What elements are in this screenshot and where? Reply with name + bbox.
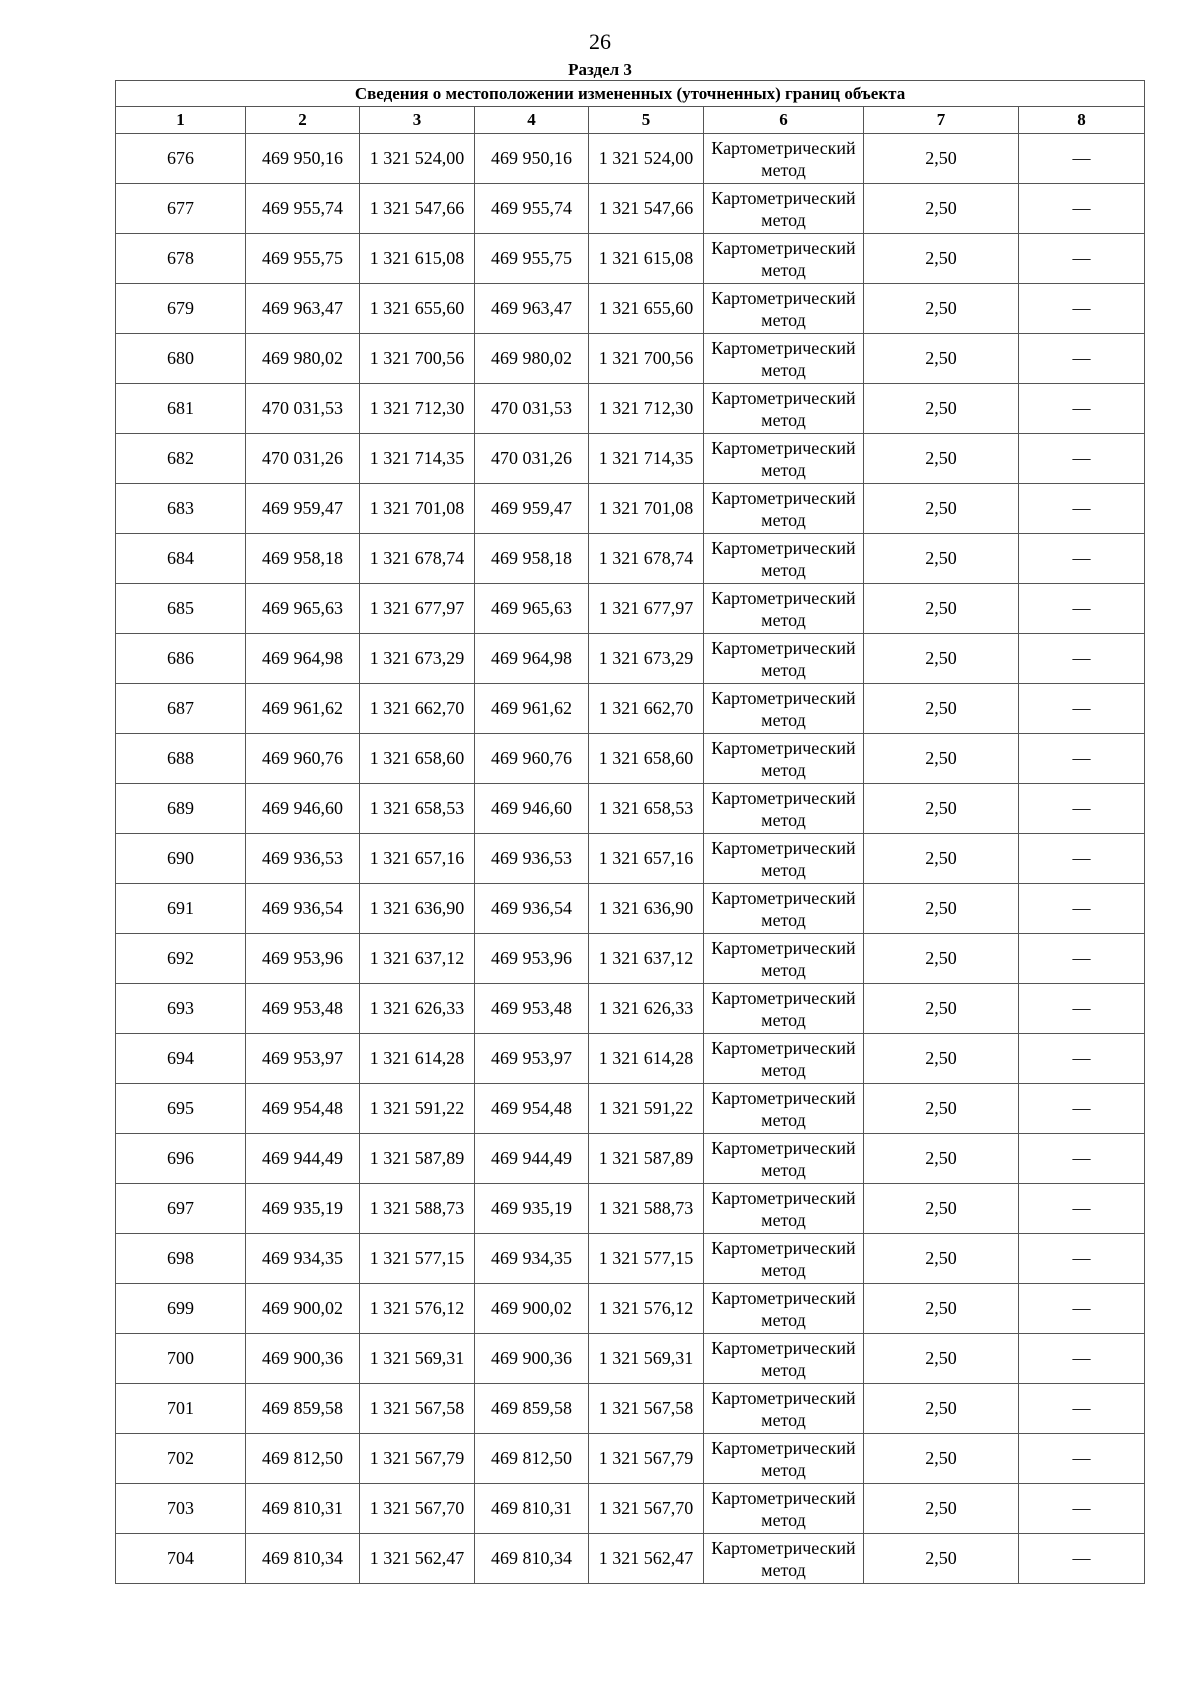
- table-cell-col-6: Картометрический метод: [704, 984, 864, 1034]
- table-cell-col-8: —: [1019, 484, 1145, 534]
- table-row: [116, 684, 1145, 734]
- table-cell-col-3: 1 321 524,00: [360, 134, 475, 184]
- table-cell-col-8: —: [1019, 1434, 1145, 1484]
- table-cell-col-3: 1 321 662,70: [360, 684, 475, 734]
- table-row: [116, 834, 1145, 884]
- table-cell-col-6: Картометрический метод: [704, 1034, 864, 1084]
- table-cell-col-3: 1 321 615,08: [360, 234, 475, 284]
- table-cell-col-2: 469 946,60: [246, 784, 360, 834]
- table-cell-col-5: 1 321 587,89: [589, 1134, 704, 1184]
- table-cell-col-4: 469 959,47: [475, 484, 589, 534]
- table-row: [116, 434, 1145, 484]
- table-cell-col-4: 469 900,36: [475, 1334, 589, 1384]
- table-row: [116, 1384, 1145, 1434]
- table-cell-col-5: 1 321 547,66: [589, 184, 704, 234]
- table-cell-col-8: —: [1019, 1284, 1145, 1334]
- table-cell-col-4: 469 936,53: [475, 834, 589, 884]
- table-row: [116, 1334, 1145, 1384]
- table-row: [116, 634, 1145, 684]
- table-cell-col-1: 695: [116, 1084, 246, 1134]
- table-cell-col-8: —: [1019, 1334, 1145, 1384]
- table-cell-col-4: 469 960,76: [475, 734, 589, 784]
- page-number: 26: [589, 29, 611, 54]
- table-cell-col-4: 470 031,26: [475, 434, 589, 484]
- table-cell-col-3: 1 321 576,12: [360, 1284, 475, 1334]
- table-cell-col-6: Картометрический метод: [704, 884, 864, 934]
- table-cell-col-7: 2,50: [864, 584, 1019, 634]
- table-cell-col-6: Картометрический метод: [704, 734, 864, 784]
- table-cell-col-8: —: [1019, 784, 1145, 834]
- column-number-4: 4: [475, 107, 589, 134]
- table-cell-col-3: 1 321 637,12: [360, 934, 475, 984]
- table-cell-col-5: 1 321 562,47: [589, 1534, 704, 1584]
- table-cell-col-6: Картометрический метод: [704, 834, 864, 884]
- table-cell-col-4: 469 946,60: [475, 784, 589, 834]
- table-cell-col-7: 2,50: [864, 984, 1019, 1034]
- table-cell-col-2: 469 953,48: [246, 984, 360, 1034]
- table-cell-col-2: 469 900,02: [246, 1284, 360, 1334]
- table-cell-col-7: 2,50: [864, 484, 1019, 534]
- table-cell-col-7: 2,50: [864, 1434, 1019, 1484]
- table-cell-col-2: 469 950,16: [246, 134, 360, 184]
- table-row: [116, 1534, 1145, 1584]
- table-cell-col-2: 470 031,53: [246, 384, 360, 434]
- table-cell-col-1: 690: [116, 834, 246, 884]
- table-cell-col-5: 1 321 569,31: [589, 1334, 704, 1384]
- table-cell-col-5: 1 321 662,70: [589, 684, 704, 734]
- table-row: [116, 584, 1145, 634]
- table-cell-col-5: 1 321 658,53: [589, 784, 704, 834]
- table-row: [116, 334, 1145, 384]
- table-row: [116, 1484, 1145, 1534]
- table-cell-col-1: 699: [116, 1284, 246, 1334]
- table-cell-col-3: 1 321 567,58: [360, 1384, 475, 1434]
- table-cell-col-6: Картометрический метод: [704, 684, 864, 734]
- table-cell-col-3: 1 321 658,53: [360, 784, 475, 834]
- table-cell-col-3: 1 321 567,79: [360, 1434, 475, 1484]
- table-cell-col-5: 1 321 591,22: [589, 1084, 704, 1134]
- table-cell-col-3: 1 321 673,29: [360, 634, 475, 684]
- table-cell-col-2: 469 936,53: [246, 834, 360, 884]
- table-cell-col-1: 676: [116, 134, 246, 184]
- table-cell-col-7: 2,50: [864, 334, 1019, 384]
- section-title: Раздел 3: [568, 60, 632, 79]
- table-cell-col-1: 687: [116, 684, 246, 734]
- table-cell-col-7: 2,50: [864, 284, 1019, 334]
- table-cell-col-4: 469 954,48: [475, 1084, 589, 1134]
- table-cell-col-2: 469 964,98: [246, 634, 360, 684]
- table-cell-col-2: 469 960,76: [246, 734, 360, 784]
- table-row: [116, 284, 1145, 334]
- table-cell-col-5: 1 321 673,29: [589, 634, 704, 684]
- table-cell-col-8: —: [1019, 1184, 1145, 1234]
- table-cell-col-4: 469 965,63: [475, 584, 589, 634]
- table-row: [116, 184, 1145, 234]
- table-cell-col-2: 469 961,62: [246, 684, 360, 734]
- table-cell-col-7: 2,50: [864, 884, 1019, 934]
- table-cell-col-6: Картометрический метод: [704, 1334, 864, 1384]
- table-cell-col-2: 469 959,47: [246, 484, 360, 534]
- table-cell-col-5: 1 321 658,60: [589, 734, 704, 784]
- table-cell-col-5: 1 321 655,60: [589, 284, 704, 334]
- table-cell-col-2: 469 955,74: [246, 184, 360, 234]
- table-caption: Сведения о местоположении измененных (уточненных) границ объекта: [116, 81, 1145, 107]
- table-row: [116, 1184, 1145, 1234]
- table-cell-col-4: 469 964,98: [475, 634, 589, 684]
- column-number-1: 1: [116, 107, 246, 134]
- table-cell-col-6: Картометрический метод: [704, 234, 864, 284]
- table-cell-col-3: 1 321 658,60: [360, 734, 475, 784]
- table-cell-col-8: —: [1019, 134, 1145, 184]
- table-cell-col-4: 469 980,02: [475, 334, 589, 384]
- table-cell-col-5: 1 321 626,33: [589, 984, 704, 1034]
- table-cell-col-2: 469 812,50: [246, 1434, 360, 1484]
- table-row: [116, 1234, 1145, 1284]
- table-cell-col-1: 700: [116, 1334, 246, 1384]
- table-cell-col-7: 2,50: [864, 1334, 1019, 1384]
- table-cell-col-8: —: [1019, 834, 1145, 884]
- table-cell-col-5: 1 321 637,12: [589, 934, 704, 984]
- table-cell-col-8: —: [1019, 434, 1145, 484]
- table-cell-col-7: 2,50: [864, 834, 1019, 884]
- table-row: [116, 1034, 1145, 1084]
- table-cell-col-3: 1 321 567,70: [360, 1484, 475, 1534]
- table-cell-col-1: 697: [116, 1184, 246, 1234]
- table-cell-col-1: 685: [116, 584, 246, 634]
- table-cell-col-2: 469 810,34: [246, 1534, 360, 1584]
- boundary-coordinates-table: [115, 80, 1145, 1584]
- table-cell-col-7: 2,50: [864, 1084, 1019, 1134]
- table-cell-col-7: 2,50: [864, 1134, 1019, 1184]
- table-cell-col-2: 469 954,48: [246, 1084, 360, 1134]
- table-cell-col-8: —: [1019, 934, 1145, 984]
- table-cell-col-8: —: [1019, 1484, 1145, 1534]
- table-cell-col-2: 469 963,47: [246, 284, 360, 334]
- table-cell-col-2: 469 953,97: [246, 1034, 360, 1084]
- table-cell-col-3: 1 321 657,16: [360, 834, 475, 884]
- table-cell-col-2: 469 935,19: [246, 1184, 360, 1234]
- table-cell-col-5: 1 321 614,28: [589, 1034, 704, 1084]
- table-cell-col-7: 2,50: [864, 784, 1019, 834]
- table-row: [116, 134, 1145, 184]
- table-cell-col-3: 1 321 701,08: [360, 484, 475, 534]
- table-cell-col-8: —: [1019, 1234, 1145, 1284]
- table-cell-col-8: —: [1019, 1084, 1145, 1134]
- table-cell-col-8: —: [1019, 234, 1145, 284]
- column-number-6: 6: [704, 107, 864, 134]
- table-cell-col-5: 1 321 657,16: [589, 834, 704, 884]
- table-cell-col-2: 469 953,96: [246, 934, 360, 984]
- table-cell-col-1: 688: [116, 734, 246, 784]
- table-cell-col-6: Картометрический метод: [704, 1484, 864, 1534]
- table-cell-col-3: 1 321 591,22: [360, 1084, 475, 1134]
- table-cell-col-4: 469 953,96: [475, 934, 589, 984]
- table-cell-col-6: Картометрический метод: [704, 784, 864, 834]
- table-cell-col-8: —: [1019, 634, 1145, 684]
- table-cell-col-5: 1 321 615,08: [589, 234, 704, 284]
- table-cell-col-7: 2,50: [864, 934, 1019, 984]
- table-cell-col-1: 698: [116, 1234, 246, 1284]
- table-cell-col-1: 677: [116, 184, 246, 234]
- table-cell-col-8: —: [1019, 284, 1145, 334]
- table-cell-col-1: 693: [116, 984, 246, 1034]
- table-cell-col-2: 469 859,58: [246, 1384, 360, 1434]
- table-cell-col-7: 2,50: [864, 634, 1019, 684]
- table-cell-col-6: Картометрический метод: [704, 634, 864, 684]
- table-cell-col-3: 1 321 577,15: [360, 1234, 475, 1284]
- table-cell-col-7: 2,50: [864, 384, 1019, 434]
- table-cell-col-8: —: [1019, 334, 1145, 384]
- table-cell-col-6: Картометрический метод: [704, 384, 864, 434]
- table-cell-col-8: —: [1019, 684, 1145, 734]
- table-cell-col-8: —: [1019, 884, 1145, 934]
- table-cell-col-6: Картометрический метод: [704, 1434, 864, 1484]
- table-cell-col-7: 2,50: [864, 1384, 1019, 1434]
- table-cell-col-5: 1 321 636,90: [589, 884, 704, 934]
- table-cell-col-7: 2,50: [864, 1484, 1019, 1534]
- table-cell-col-1: 704: [116, 1534, 246, 1584]
- table-cell-col-5: 1 321 577,15: [589, 1234, 704, 1284]
- table-cell-col-4: 469 958,18: [475, 534, 589, 584]
- table-cell-col-2: 469 900,36: [246, 1334, 360, 1384]
- table-cell-col-1: 701: [116, 1384, 246, 1434]
- table-cell-col-5: 1 321 524,00: [589, 134, 704, 184]
- table-cell-col-4: 470 031,53: [475, 384, 589, 434]
- table-cell-col-5: 1 321 701,08: [589, 484, 704, 534]
- table-row: [116, 1134, 1145, 1184]
- table-cell-col-7: 2,50: [864, 684, 1019, 734]
- table-cell-col-3: 1 321 587,89: [360, 1134, 475, 1184]
- table-cell-col-5: 1 321 714,35: [589, 434, 704, 484]
- table-row: [116, 1434, 1145, 1484]
- table-cell-col-1: 684: [116, 534, 246, 584]
- table-cell-col-4: 469 961,62: [475, 684, 589, 734]
- table-cell-col-2: 469 936,54: [246, 884, 360, 934]
- table-cell-col-6: Картометрический метод: [704, 584, 864, 634]
- table-cell-col-7: 2,50: [864, 184, 1019, 234]
- table-cell-col-8: —: [1019, 384, 1145, 434]
- table-cell-col-1: 683: [116, 484, 246, 534]
- table-cell-col-1: 692: [116, 934, 246, 984]
- table-cell-col-3: 1 321 700,56: [360, 334, 475, 384]
- table-cell-col-8: —: [1019, 984, 1145, 1034]
- table-cell-col-1: 679: [116, 284, 246, 334]
- table-cell-col-1: 689: [116, 784, 246, 834]
- table-cell-col-4: 469 953,97: [475, 1034, 589, 1084]
- table-cell-col-5: 1 321 700,56: [589, 334, 704, 384]
- column-number-row: [116, 107, 1145, 134]
- table-cell-col-1: 691: [116, 884, 246, 934]
- table-cell-col-4: 469 955,74: [475, 184, 589, 234]
- table-cell-col-3: 1 321 678,74: [360, 534, 475, 584]
- table-cell-col-4: 469 944,49: [475, 1134, 589, 1184]
- table-cell-col-6: Картометрический метод: [704, 534, 864, 584]
- table-cell-col-6: Картометрический метод: [704, 484, 864, 534]
- table-cell-col-3: 1 321 626,33: [360, 984, 475, 1034]
- table-cell-col-4: 469 812,50: [475, 1434, 589, 1484]
- column-number-2: 2: [246, 107, 360, 134]
- table-cell-col-3: 1 321 562,47: [360, 1534, 475, 1584]
- table-cell-col-6: Картометрический метод: [704, 334, 864, 384]
- table-cell-col-6: Картометрический метод: [704, 1134, 864, 1184]
- table-cell-col-7: 2,50: [864, 1184, 1019, 1234]
- table-cell-col-8: —: [1019, 584, 1145, 634]
- column-number-8: 8: [1019, 107, 1145, 134]
- table-cell-col-3: 1 321 636,90: [360, 884, 475, 934]
- table-cell-col-1: 681: [116, 384, 246, 434]
- table-cell-col-7: 2,50: [864, 1034, 1019, 1084]
- table-cell-col-6: Картометрический метод: [704, 1084, 864, 1134]
- table-row: [116, 934, 1145, 984]
- table-cell-col-3: 1 321 547,66: [360, 184, 475, 234]
- table-cell-col-5: 1 321 712,30: [589, 384, 704, 434]
- table-cell-col-8: —: [1019, 1384, 1145, 1434]
- table-cell-col-1: 680: [116, 334, 246, 384]
- table-cell-col-1: 702: [116, 1434, 246, 1484]
- table-row: [116, 884, 1145, 934]
- table-cell-col-4: 469 953,48: [475, 984, 589, 1034]
- table-cell-col-1: 686: [116, 634, 246, 684]
- table-cell-col-6: Картометрический метод: [704, 1234, 864, 1284]
- table-cell-col-8: —: [1019, 534, 1145, 584]
- table-cell-col-4: 469 950,16: [475, 134, 589, 184]
- table-cell-col-2: 469 934,35: [246, 1234, 360, 1284]
- table-cell-col-7: 2,50: [864, 734, 1019, 784]
- table-cell-col-4: 469 955,75: [475, 234, 589, 284]
- table-cell-col-4: 469 859,58: [475, 1384, 589, 1434]
- table-cell-col-4: 469 936,54: [475, 884, 589, 934]
- table-cell-col-2: 469 980,02: [246, 334, 360, 384]
- table-cell-col-6: Картометрический метод: [704, 1284, 864, 1334]
- table-cell-col-2: 469 965,63: [246, 584, 360, 634]
- table-cell-col-6: Картометрический метод: [704, 434, 864, 484]
- table-cell-col-4: 469 934,35: [475, 1234, 589, 1284]
- table-cell-col-5: 1 321 567,70: [589, 1484, 704, 1534]
- table-cell-col-1: 694: [116, 1034, 246, 1084]
- table-cell-col-3: 1 321 677,97: [360, 584, 475, 634]
- table-cell-col-7: 2,50: [864, 534, 1019, 584]
- table-cell-col-1: 703: [116, 1484, 246, 1534]
- table-cell-col-1: 678: [116, 234, 246, 284]
- table-cell-col-8: —: [1019, 734, 1145, 784]
- table-row: [116, 384, 1145, 434]
- table-cell-col-8: —: [1019, 1034, 1145, 1084]
- table-row: [116, 984, 1145, 1034]
- table-cell-col-6: Картометрический метод: [704, 1184, 864, 1234]
- table-cell-col-3: 1 321 569,31: [360, 1334, 475, 1384]
- table-cell-col-6: Картометрический метод: [704, 1384, 864, 1434]
- table-cell-col-6: Картометрический метод: [704, 184, 864, 234]
- table-row: [116, 734, 1145, 784]
- column-number-5: 5: [589, 107, 704, 134]
- table-cell-col-8: —: [1019, 184, 1145, 234]
- table-cell-col-8: —: [1019, 1534, 1145, 1584]
- table-cell-col-1: 682: [116, 434, 246, 484]
- table-cell-col-3: 1 321 614,28: [360, 1034, 475, 1084]
- table-row: [116, 234, 1145, 284]
- table-cell-col-5: 1 321 678,74: [589, 534, 704, 584]
- table-cell-col-4: 469 963,47: [475, 284, 589, 334]
- table-cell-col-6: Картометрический метод: [704, 1534, 864, 1584]
- table-cell-col-7: 2,50: [864, 134, 1019, 184]
- table-cell-col-3: 1 321 588,73: [360, 1184, 475, 1234]
- table-cell-col-4: 469 900,02: [475, 1284, 589, 1334]
- table-cell-col-2: 469 810,31: [246, 1484, 360, 1534]
- table-cell-col-5: 1 321 567,58: [589, 1384, 704, 1434]
- table-body: [116, 134, 1145, 1584]
- table-cell-col-4: 469 935,19: [475, 1184, 589, 1234]
- table-cell-col-2: 469 944,49: [246, 1134, 360, 1184]
- table-cell-col-3: 1 321 712,30: [360, 384, 475, 434]
- table-caption-row: [116, 81, 1145, 107]
- column-number-3: 3: [360, 107, 475, 134]
- table-cell-col-7: 2,50: [864, 234, 1019, 284]
- table-cell-col-4: 469 810,31: [475, 1484, 589, 1534]
- table-cell-col-4: 469 810,34: [475, 1534, 589, 1584]
- table-cell-col-2: 469 955,75: [246, 234, 360, 284]
- table-cell-col-3: 1 321 655,60: [360, 284, 475, 334]
- table-row: [116, 1284, 1145, 1334]
- table-row: [116, 1084, 1145, 1134]
- table-cell-col-5: 1 321 677,97: [589, 584, 704, 634]
- table-cell-col-3: 1 321 714,35: [360, 434, 475, 484]
- column-number-7: 7: [864, 107, 1019, 134]
- table-cell-col-5: 1 321 588,73: [589, 1184, 704, 1234]
- table-cell-col-7: 2,50: [864, 1284, 1019, 1334]
- table-cell-col-6: Картометрический метод: [704, 134, 864, 184]
- table-cell-col-6: Картометрический метод: [704, 284, 864, 334]
- table-cell-col-2: 470 031,26: [246, 434, 360, 484]
- table-cell-col-5: 1 321 567,79: [589, 1434, 704, 1484]
- table-cell-col-1: 696: [116, 1134, 246, 1184]
- table-row: [116, 784, 1145, 834]
- table-cell-col-7: 2,50: [864, 434, 1019, 484]
- table-cell-col-7: 2,50: [864, 1234, 1019, 1284]
- table-row: [116, 534, 1145, 584]
- table-cell-col-6: Картометрический метод: [704, 934, 864, 984]
- table-cell-col-8: —: [1019, 1134, 1145, 1184]
- table-cell-col-2: 469 958,18: [246, 534, 360, 584]
- table-cell-col-7: 2,50: [864, 1534, 1019, 1584]
- table-row: [116, 484, 1145, 534]
- table-cell-col-5: 1 321 576,12: [589, 1284, 704, 1334]
